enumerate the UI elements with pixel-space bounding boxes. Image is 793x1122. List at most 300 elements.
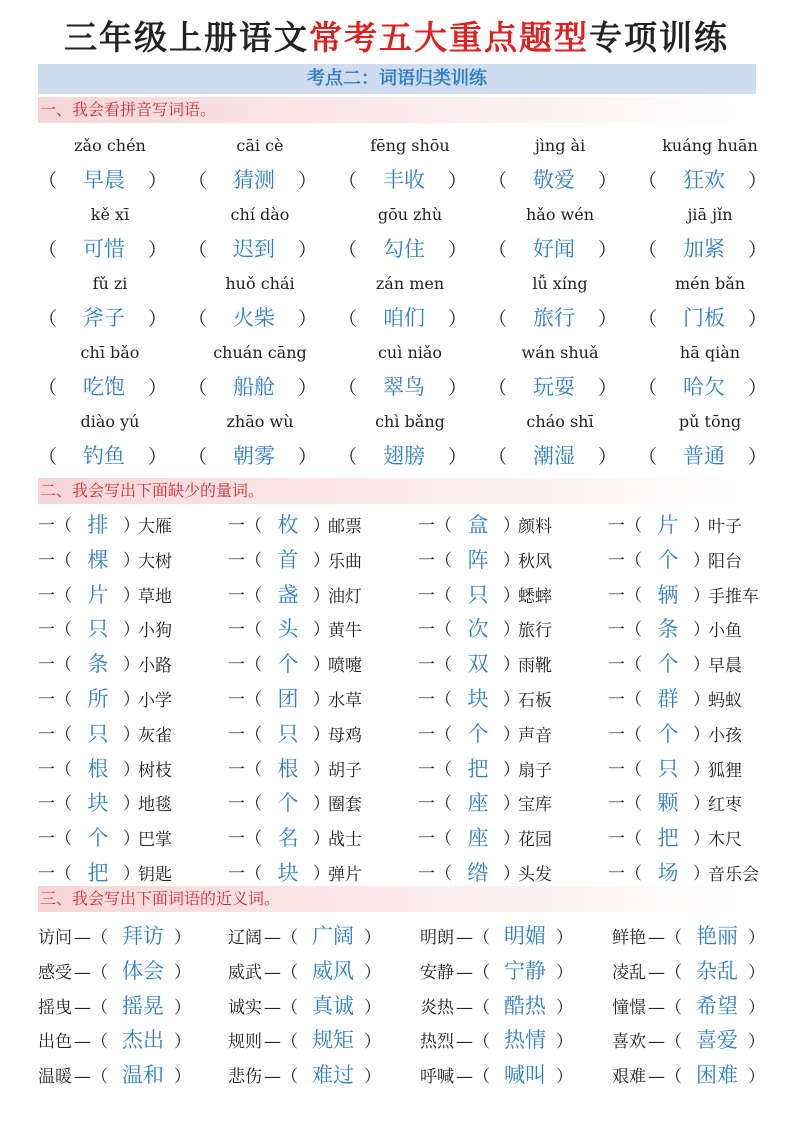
measure-prefix: 一（ [608,586,642,606]
close-paren: ） [556,963,573,983]
separator: —（ [456,928,490,948]
source-word: 呼喊 [420,1067,454,1087]
open-paren: （ [38,239,58,261]
source-word: 喜欢 [612,1032,646,1052]
noun-text: 水草 [328,691,362,711]
measure-word: 把 [657,826,679,850]
noun-text: 乐曲 [328,552,362,572]
close-paren: ） [313,655,330,675]
separator: —（ [456,1067,490,1087]
source-word: 威武 [228,963,262,983]
close-paren: ） [556,928,573,948]
separator: —（ [264,1032,298,1052]
section2-heading: 二、我会写出下面缺少的量词。 [38,478,756,504]
close-paren: ） [448,170,468,192]
answer-word: 普通 [683,444,725,468]
close-paren: ） [448,446,468,468]
measure-prefix: 一（ [228,516,262,536]
noun-text: 扇子 [518,761,552,781]
noun-text: 蟋蟀 [518,587,552,607]
close-paren: ） [123,690,140,710]
pinyin-text: lǚ xíng [532,274,588,293]
measure-prefix: 一（ [608,829,642,849]
noun-text: 邮票 [328,517,362,537]
close-paren: ） [313,760,330,780]
pinyin-text: cháo shī [526,412,594,431]
measure-word: 首 [277,548,299,572]
answer-word: 翠鸟 [383,375,425,399]
source-word: 温暖 [38,1067,72,1087]
separator: —（ [456,963,490,983]
measure-prefix: 一（ [608,794,642,814]
source-word: 访问 [38,928,72,948]
measure-word: 座 [467,791,489,815]
answer-word: 丰收 [383,168,425,192]
synonym-answer: 威风 [312,959,354,983]
measure-prefix: 一（ [228,864,262,884]
close-paren: ） [748,446,768,468]
noun-text: 小孩 [708,726,742,746]
close-paren: ） [148,446,168,468]
measure-prefix: 一（ [608,864,642,884]
measure-word: 群 [657,687,679,711]
close-paren: ） [313,725,330,745]
measure-prefix: 一（ [418,586,452,606]
open-paren: （ [38,308,58,330]
measure-word: 个 [87,826,109,850]
synonym-answer: 喜爱 [696,1028,738,1052]
measure-word: 个 [277,652,299,676]
title-part1: 三年级上册语文 [64,18,309,57]
source-word: 感受 [38,963,72,983]
close-paren: ） [503,829,520,849]
close-paren: ） [123,760,140,780]
close-paren: ） [298,446,318,468]
separator: —（ [74,1067,108,1087]
separator: —（ [648,963,682,983]
separator: —（ [74,1032,108,1052]
pinyin-text: zhāo wù [226,412,294,431]
measure-word: 阵 [467,548,489,572]
source-word: 明朗 [420,928,454,948]
close-paren: ） [123,516,140,536]
synonym-answer: 明媚 [504,924,546,948]
measure-prefix: 一（ [418,725,452,745]
answer-word: 玩耍 [533,375,575,399]
pinyin-text: kuáng huān [662,136,758,155]
close-paren: ） [364,1032,381,1052]
answer-word: 门板 [683,306,725,330]
separator: —（ [456,998,490,1018]
close-paren: ） [298,239,318,261]
measure-word: 条 [87,652,109,676]
close-paren: ） [148,308,168,330]
noun-text: 早晨 [708,656,742,676]
source-word: 摇曳 [38,998,72,1018]
measure-prefix: 一（ [38,864,72,884]
noun-text: 地毯 [138,795,172,815]
close-paren: ） [148,377,168,399]
synonym-answer: 杂乱 [696,959,738,983]
synonym-answer: 难过 [312,1063,354,1087]
close-paren: ） [748,928,765,948]
separator: —（ [74,998,108,1018]
close-paren: ） [503,725,520,745]
answer-word: 船舱 [233,375,275,399]
close-paren: ） [364,963,381,983]
close-paren: ） [123,794,140,814]
close-paren: ） [174,1067,191,1087]
answer-word: 斧子 [83,306,125,330]
close-paren: ） [556,998,573,1018]
measure-word: 只 [467,583,489,607]
close-paren: ） [313,586,330,606]
noun-text: 大雁 [138,517,172,537]
answer-word: 猜测 [233,168,275,192]
source-word: 热烈 [420,1032,454,1052]
open-paren: （ [638,239,658,261]
close-paren: ） [448,239,468,261]
open-paren: （ [38,446,58,468]
pinyin-text: fēng shōu [370,136,450,155]
answer-word: 钓鱼 [83,444,125,468]
measure-word: 棵 [87,548,109,572]
open-paren: （ [338,170,358,192]
measure-word: 头 [277,617,299,641]
separator: —（ [74,928,108,948]
answer-word: 迟到 [233,237,275,261]
measure-word: 团 [277,687,299,711]
close-paren: ） [313,829,330,849]
measure-prefix: 一（ [418,551,452,571]
close-paren: ） [448,377,468,399]
noun-text: 灰雀 [138,726,172,746]
separator: —（ [264,963,298,983]
measure-word: 个 [657,722,679,746]
measure-word: 根 [277,757,299,781]
measure-word: 所 [87,687,109,711]
measure-prefix: 一（ [38,829,72,849]
close-paren: ） [693,794,710,814]
measure-prefix: 一（ [38,655,72,675]
measure-prefix: 一（ [228,760,262,780]
noun-text: 红枣 [708,795,742,815]
measure-prefix: 一（ [608,551,642,571]
answer-word: 翅膀 [383,444,425,468]
pinyin-text: kě xī [90,205,130,224]
noun-text: 胡子 [328,761,362,781]
close-paren: ） [174,1032,191,1052]
measure-word: 个 [657,548,679,572]
answer-word: 加紧 [683,237,725,261]
close-paren: ） [503,794,520,814]
pinyin-text: chī bǎo [80,343,140,362]
open-paren: （ [638,170,658,192]
measure-word: 只 [87,722,109,746]
close-paren: ） [598,170,618,192]
source-word: 鲜艳 [612,928,646,948]
close-paren: ） [748,239,768,261]
measure-prefix: 一（ [608,690,642,710]
separator: —（ [74,963,108,983]
synonym-answer: 希望 [696,994,738,1018]
open-paren: （ [38,170,58,192]
separator: —（ [648,1067,682,1087]
close-paren: ） [693,655,710,675]
measure-prefix: 一（ [228,551,262,571]
answer-word: 可惜 [83,237,125,261]
noun-text: 黄牛 [328,621,362,641]
open-paren: （ [188,308,208,330]
pinyin-text: zǎo chén [74,136,146,155]
open-paren: （ [338,377,358,399]
open-paren: （ [338,239,358,261]
close-paren: ） [503,760,520,780]
measure-word: 片 [657,513,679,537]
close-paren: ） [298,377,318,399]
close-paren: ） [123,620,140,640]
synonym-answer: 摇晃 [122,994,164,1018]
answer-word: 早晨 [83,168,125,192]
pinyin-text: fǔ zi [92,274,128,293]
answer-word: 好闻 [533,237,575,261]
noun-text: 小学 [138,691,172,711]
close-paren: ） [503,551,520,571]
noun-text: 小鱼 [708,621,742,641]
close-paren: ） [693,620,710,640]
close-paren: ） [598,446,618,468]
page-title [0,12,793,59]
noun-text: 小狗 [138,621,172,641]
answer-word: 朝雾 [233,444,275,468]
synonym-answer: 拜访 [122,924,164,948]
noun-text: 钥匙 [138,865,172,885]
close-paren: ） [693,760,710,780]
source-word: 炎热 [420,998,454,1018]
close-paren: ） [123,551,140,571]
measure-prefix: 一（ [38,551,72,571]
noun-text: 小路 [138,656,172,676]
source-word: 悲伤 [228,1067,262,1087]
close-paren: ） [556,1067,573,1087]
source-word: 安静 [420,963,454,983]
measure-word: 场 [657,861,679,885]
pinyin-text: cāi cè [236,136,284,155]
measure-prefix: 一（ [38,760,72,780]
close-paren: ） [693,551,710,571]
noun-text: 旅行 [518,621,552,641]
open-paren: （ [188,446,208,468]
close-paren: ） [123,864,140,884]
pinyin-text: zán men [375,274,445,293]
pinyin-text: hā qiàn [679,343,741,362]
noun-text: 头发 [518,865,552,885]
measure-prefix: 一（ [418,655,452,675]
open-paren: （ [638,446,658,468]
noun-text: 战士 [328,830,362,850]
measure-word: 个 [657,652,679,676]
open-paren: （ [38,377,58,399]
noun-text: 巴掌 [138,830,172,850]
measure-prefix: 一（ [38,725,72,745]
close-paren: ） [693,864,710,884]
close-paren: ） [174,928,191,948]
pinyin-text: jiā jǐn [687,205,733,224]
answer-word: 敬爱 [533,168,575,192]
separator: —（ [264,1067,298,1087]
measure-prefix: 一（ [38,794,72,814]
noun-text: 声音 [518,726,552,746]
close-paren: ） [313,794,330,814]
close-paren: ） [598,308,618,330]
separator: —（ [648,928,682,948]
noun-text: 草地 [138,587,172,607]
close-paren: ） [693,829,710,849]
measure-prefix: 一（ [418,690,452,710]
separator: —（ [264,928,298,948]
answer-word: 潮湿 [533,444,575,468]
close-paren: ） [364,998,381,1018]
synonym-answer: 热情 [504,1028,546,1052]
close-paren: ） [503,655,520,675]
open-paren: （ [488,446,508,468]
title-part3: 专项训练 [589,18,729,57]
subtitle-banner: 考点二：词语归类训练 [38,64,756,94]
close-paren: ） [313,690,330,710]
noun-text: 叶子 [708,517,742,537]
close-paren: ） [298,308,318,330]
open-paren: （ [488,308,508,330]
pinyin-text: gōu zhù [377,205,443,224]
synonym-answer: 广阔 [312,924,354,948]
noun-text: 阳台 [708,552,742,572]
measure-word: 片 [87,583,109,607]
measure-prefix: 一（ [608,655,642,675]
separator: —（ [456,1032,490,1052]
section1-heading: 一、我会看拼音写词语。 [38,97,756,123]
close-paren: ） [748,1032,765,1052]
measure-prefix: 一（ [228,586,262,606]
close-paren: ） [748,170,768,192]
measure-prefix: 一（ [418,829,452,849]
measure-prefix: 一（ [38,516,72,536]
close-paren: ） [598,377,618,399]
open-paren: （ [488,170,508,192]
source-word: 规则 [228,1032,262,1052]
close-paren: ） [503,586,520,606]
measure-prefix: 一（ [228,690,262,710]
noun-text: 颜料 [518,517,552,537]
measure-word: 只 [657,757,679,781]
noun-text: 手推车 [708,587,759,607]
open-paren: （ [638,308,658,330]
close-paren: ） [503,516,520,536]
close-paren: ） [313,864,330,884]
pinyin-text: mén bǎn [674,274,746,293]
measure-word: 辆 [657,583,679,607]
close-paren: ） [123,655,140,675]
measure-word: 盏 [277,583,299,607]
measure-word: 条 [657,617,679,641]
measure-word: 次 [467,617,489,641]
pinyin-text: wán shuǎ [521,343,599,362]
measure-word: 排 [87,513,109,537]
noun-text: 雨靴 [518,656,552,676]
noun-text: 大树 [138,552,172,572]
synonym-answer: 规矩 [312,1028,354,1052]
measure-prefix: 一（ [228,794,262,814]
answer-word: 旅行 [533,306,575,330]
measure-word: 枚 [277,513,299,537]
close-paren: ） [364,1067,381,1087]
measure-word: 只 [277,722,299,746]
open-paren: （ [188,170,208,192]
noun-text: 蚂蚁 [708,691,742,711]
noun-text: 音乐会 [708,865,759,885]
close-paren: ） [556,1032,573,1052]
measure-word: 只 [87,617,109,641]
close-paren: ） [503,690,520,710]
noun-text: 喷嚏 [328,656,362,676]
pinyin-text: diào yú [80,412,140,431]
measure-prefix: 一（ [228,829,262,849]
measure-word: 块 [277,861,299,885]
separator: —（ [648,998,682,1018]
measure-prefix: 一（ [608,725,642,745]
answer-word: 勾住 [383,237,425,261]
measure-prefix: 一（ [418,516,452,536]
measure-prefix: 一（ [608,760,642,780]
close-paren: ） [313,620,330,640]
measure-prefix: 一（ [418,620,452,640]
measure-word: 名 [277,826,299,850]
noun-text: 狐狸 [708,761,742,781]
close-paren: ） [693,516,710,536]
measure-word: 把 [467,757,489,781]
measure-word: 座 [467,826,489,850]
open-paren: （ [188,377,208,399]
separator: —（ [264,998,298,1018]
close-paren: ） [313,551,330,571]
pinyin-text: pǔ tōng [678,412,742,431]
noun-text: 圈套 [328,795,362,815]
synonym-answer: 酷热 [504,994,546,1018]
noun-text: 秋风 [518,552,552,572]
open-paren: （ [188,239,208,261]
close-paren: ） [123,586,140,606]
pinyin-text: chí dào [230,205,290,224]
source-word: 辽阔 [228,928,262,948]
measure-word: 颗 [657,791,679,815]
open-paren: （ [338,308,358,330]
close-paren: ） [693,586,710,606]
close-paren: ） [148,239,168,261]
pinyin-text: huǒ chái [225,274,295,293]
measure-prefix: 一（ [228,620,262,640]
close-paren: ） [148,170,168,192]
answer-word: 狂欢 [683,168,725,192]
measure-word: 把 [87,861,109,885]
measure-prefix: 一（ [38,586,72,606]
noun-text: 母鸡 [328,726,362,746]
close-paren: ） [748,998,765,1018]
close-paren: ） [748,308,768,330]
measure-word: 个 [277,791,299,815]
source-word: 出色 [38,1032,72,1052]
measure-prefix: 一（ [38,690,72,710]
measure-word: 根 [87,757,109,781]
close-paren: ） [448,308,468,330]
